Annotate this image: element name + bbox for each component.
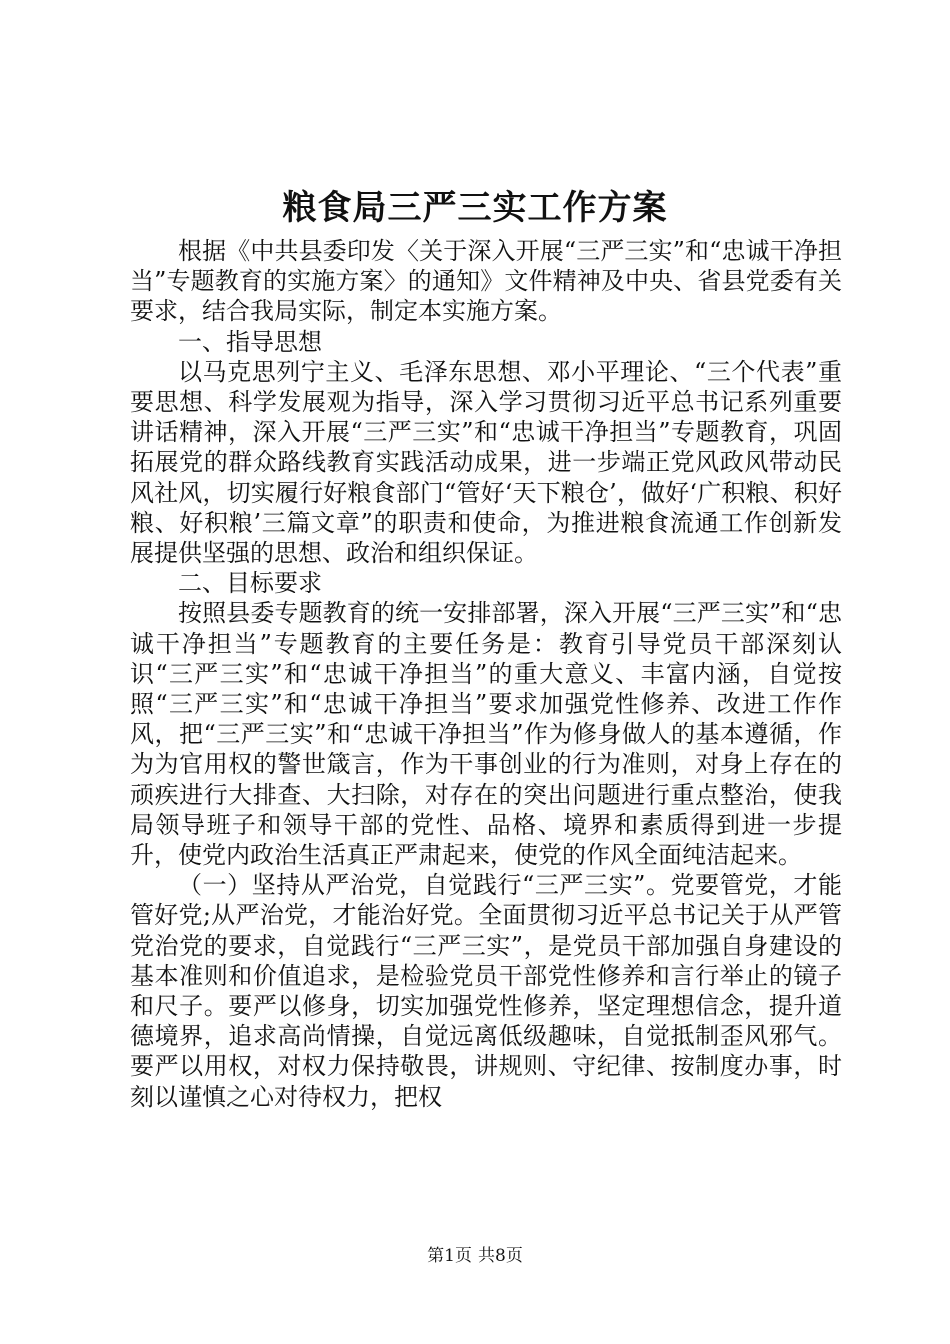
paragraph-guiding-ideology: 以马克思列宁主义、毛泽东思想、邓小平理论、“三个代表”重要思想、科学发展观为指导，深入学习贯彻习近平总书记系列重要讲话精神，深入开展“三严三实”和“忠诚干净担当”专题教育，巩固拓展党的群众路线教育实践活动成果，进一步端正党风政风带动民风社风，切实履行好粮食部门“管好‘天下粮仓’，做好‘广积粮、积好粮、好积粮’三篇文章”的职责和使命，为推进粮食流通工作创新发展提供坚强的思想、政治和组织保证。 xyxy=(130,357,842,568)
document-body xyxy=(130,236,842,1112)
paragraph-intro: 根据《中共县委印发〈关于深入开展“三严三实”和“忠诚干净担当”专题教育的实施方案〉的通知》文件精神及中央、省县党委有关要求，结合我局实际，制定本实施方案。 xyxy=(130,237,842,326)
page-footer xyxy=(0,1244,950,1268)
paragraph-strict-governance: （一）坚持从严治党，自觉践行“三严三实”。党要管党，才能管好党;从严治党，才能治好党。全面贯彻习近平总书记关于从严管党治党的要求，自觉践行“三严三实”，是党员干部加强自身建设的基本准则和价值追求，是检验党员干部党性修养和言行举止的镜子和尺子。要严以修身，切实加强党性修养，坚定理想信念，提升道德境界，追求高尚情操，自觉远离低级趣味，自觉抵制歪风邪气。要严以用权，对权力保持敬畏，讲规则、守纪律、按制度办事，时刻以谨慎之心对待权力，把权 xyxy=(130,871,842,1111)
paragraph-goals: 按照县委专题教育的统一安排部署，深入开展“三严三实”和“忠诚干净担当”专题教育的主要任务是：教育引导党员干部深刻认识“三严三实”和“忠诚干净担当”的重大意义、丰富内涵，自觉按照“三严三实”和“忠诚干净担当”要求加强党性修养、改进工作作风，把“三严三实”和“忠诚干净担当”作为修身做人的基本遵循，作为为官用权的警世箴言，作为干事创业的行为准则，对身上存在的顽疾进行大排查、大扫除，对存在的突出问题进行重点整治，使我局领导班子和领导干部的党性、品格、境界和素质得到进一步提升，使党内政治生活真正严肃起来，使党的作风全面纯洁起来。 xyxy=(130,599,842,870)
section-heading-goals: 二、目标要求 xyxy=(178,569,322,598)
document-title: 粮食局三严三实工作方案 xyxy=(282,188,668,228)
page-total: 共8页 xyxy=(478,1246,523,1266)
page-number: 第1页 xyxy=(427,1246,472,1266)
section-heading-guiding-ideology: 一、指导思想 xyxy=(178,327,322,356)
